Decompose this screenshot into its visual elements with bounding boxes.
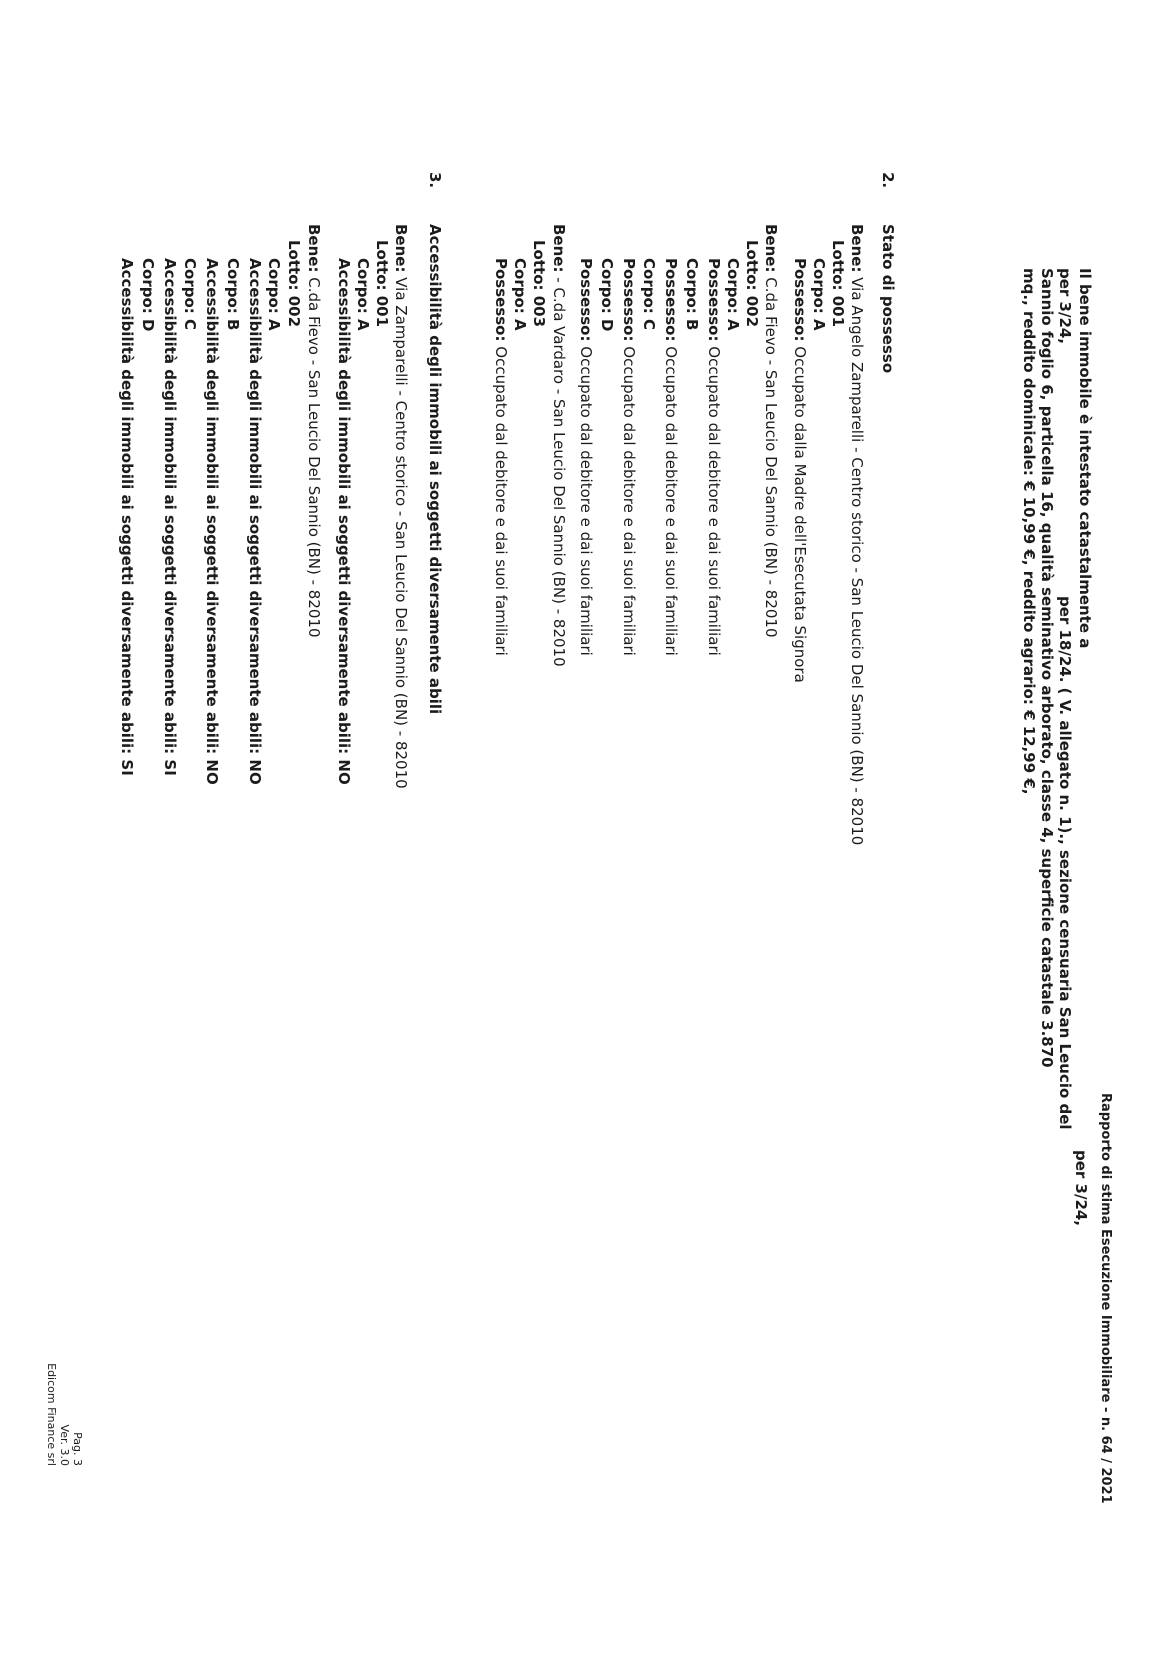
bene-address: Via Angelo Zamparelli - Centro storico - San Leucio Del Sannio (BN) - 82010 [848, 277, 866, 846]
section-2-lotto-2: Lotto: 002 [743, 240, 761, 328]
possesso-label: Possesso: [492, 258, 510, 342]
section-2-possesso-2c [619, 258, 638, 656]
section-2-bene-2 [761, 224, 780, 638]
section-2-corpo-1a: Corpo: A [810, 258, 828, 331]
accessibility-label: Accessibilità degli immobili ai soggetti diversamente abili: [203, 258, 221, 755]
possesso-text: Occupato dal debitore e dai suoi familiari [705, 346, 723, 656]
section-2-bene-1 [847, 224, 866, 845]
section-2-possesso-3a [491, 258, 510, 656]
section-2-title: Stato di possesso [879, 224, 897, 374]
section-2-corpo-2a: Corpo: A [724, 258, 742, 331]
bene-address: C.da Fievo - San Leucio Del Sannio (BN) - 82010 [762, 277, 780, 638]
possesso-label: Possesso: [620, 258, 638, 342]
section-3-corpo-1a: Corpo: A [354, 258, 372, 331]
possesso-text: Occupato dal debitore e dai suoi familiari [577, 346, 595, 656]
section-2-corpo-2b: Corpo: B [683, 258, 701, 331]
section-3-bene-2 [304, 224, 323, 638]
bene-address: Via Zamparelli - Centro storico - San Leucio Del Sannio (BN) - 82010 [392, 277, 410, 789]
section-2-corpo-2c: Corpo: C [640, 258, 658, 330]
report-title: Rapporto di stima Esecuzione Immobiliare - n. 64 / 2021 [1098, 1093, 1113, 1504]
section-3-corpo-2d: Corpo: D [139, 258, 157, 332]
accessibility-value: NO [246, 759, 264, 785]
possesso-text: Occupato dal debitore e dai suoi familiari [662, 346, 680, 656]
section-2-possesso-2a [704, 258, 723, 656]
accessibility-value: NO [203, 759, 221, 785]
bene-address: - C.da Vardaro - San Leucio Del Sannio (BN) - 82010 [550, 277, 568, 667]
possesso-text: Occupato dalla Madre dell'Esecutata Signora [791, 346, 809, 683]
accessibility-label: Accessibilità degli immobili ai soggetti diversamente abili: [161, 258, 179, 755]
section-3-accessibility-2a [245, 258, 264, 785]
version: Ver. 3.0 [58, 1424, 71, 1466]
accessibility-label: Accessibilità degli immobili ai soggetti diversamente abili: [335, 258, 353, 755]
section-2-number: 2. [879, 172, 897, 189]
accessibility-value: NO [335, 759, 353, 785]
possesso-label: Possesso: [791, 258, 809, 342]
possesso-label: Possesso: [577, 258, 595, 342]
section-3-bene-1 [391, 224, 410, 789]
intro-line-3: Sannio foglio 6, particella 16, qualità seminativo arborato, classe 4, superficie catastale 3.870 [1038, 268, 1056, 1068]
possesso-text: Occupato dal debitore e dai suoi familiari [620, 346, 638, 656]
accessibility-value: SI [161, 759, 179, 776]
intro-line-1: Il bene immobile è intestato catastalmente a [1076, 268, 1094, 649]
accessibility-label: Accessibilità degli immobili ai soggetti diversamente abili: [246, 258, 264, 755]
possesso-text: Occupato dal debitore e dai suoi familiari [492, 346, 510, 656]
section-3-accessibility-2d [117, 258, 136, 776]
page-number: Pag. 3 [71, 1432, 84, 1466]
accessibility-value: SI [118, 759, 136, 776]
intro-line-2b: per 18/24. ( V. allegato n. 1)., sezione censuaria San Leucio del [1056, 596, 1074, 1130]
company: Edicom Finance srl [45, 1363, 58, 1466]
intro-line-4: mq., reddito dominicale: € 10,99 €, reddito agrario: € 12,99 €, [1020, 268, 1038, 795]
section-3-lotto-1: Lotto: 001 [373, 240, 391, 328]
section-3-number: 3. [426, 172, 444, 189]
accessibility-label: Accessibilità degli immobili ai soggetti diversamente abili: [118, 258, 136, 755]
bene-label: Bene: [550, 224, 568, 273]
section-2-lotto-1: Lotto: 001 [829, 240, 847, 328]
section-2-lotto-3: Lotto: 003 [530, 240, 548, 328]
section-3-accessibility-1a [334, 258, 353, 785]
bene-label: Bene: [392, 224, 410, 273]
section-3-corpo-2b: Corpo: B [224, 258, 242, 331]
section-3-accessibility-2b [202, 258, 221, 785]
section-2-corpo-3a: Corpo: A [511, 258, 529, 331]
section-2-possesso-2b [661, 258, 680, 656]
section-3-title: Accessibilità degli immobili ai soggetti diversamente abili [426, 224, 444, 715]
bene-label: Bene: [762, 224, 780, 273]
section-3-lotto-2: Lotto: 002 [285, 240, 303, 328]
bene-address: C.da Fievo - San Leucio Del Sannio (BN) - 82010 [305, 277, 323, 638]
section-3-accessibility-2c [160, 258, 179, 776]
possesso-label: Possesso: [662, 258, 680, 342]
section-3-corpo-2c: Corpo: C [181, 258, 199, 330]
intro-line-2c: per 3/24, [1072, 1150, 1090, 1227]
bene-label: Bene: [848, 224, 866, 273]
section-3-corpo-2a: Corpo: A [265, 258, 283, 331]
possesso-label: Possesso: [705, 258, 723, 342]
section-2-bene-3 [549, 224, 568, 667]
bene-label: Bene: [305, 224, 323, 273]
page-footer [45, 1326, 84, 1466]
intro-line-2a: per 3/24, [1056, 268, 1074, 345]
section-2-corpo-2d: Corpo: D [598, 258, 616, 332]
section-2-possesso-2d [576, 258, 595, 656]
section-2-possesso-1a [790, 258, 809, 683]
